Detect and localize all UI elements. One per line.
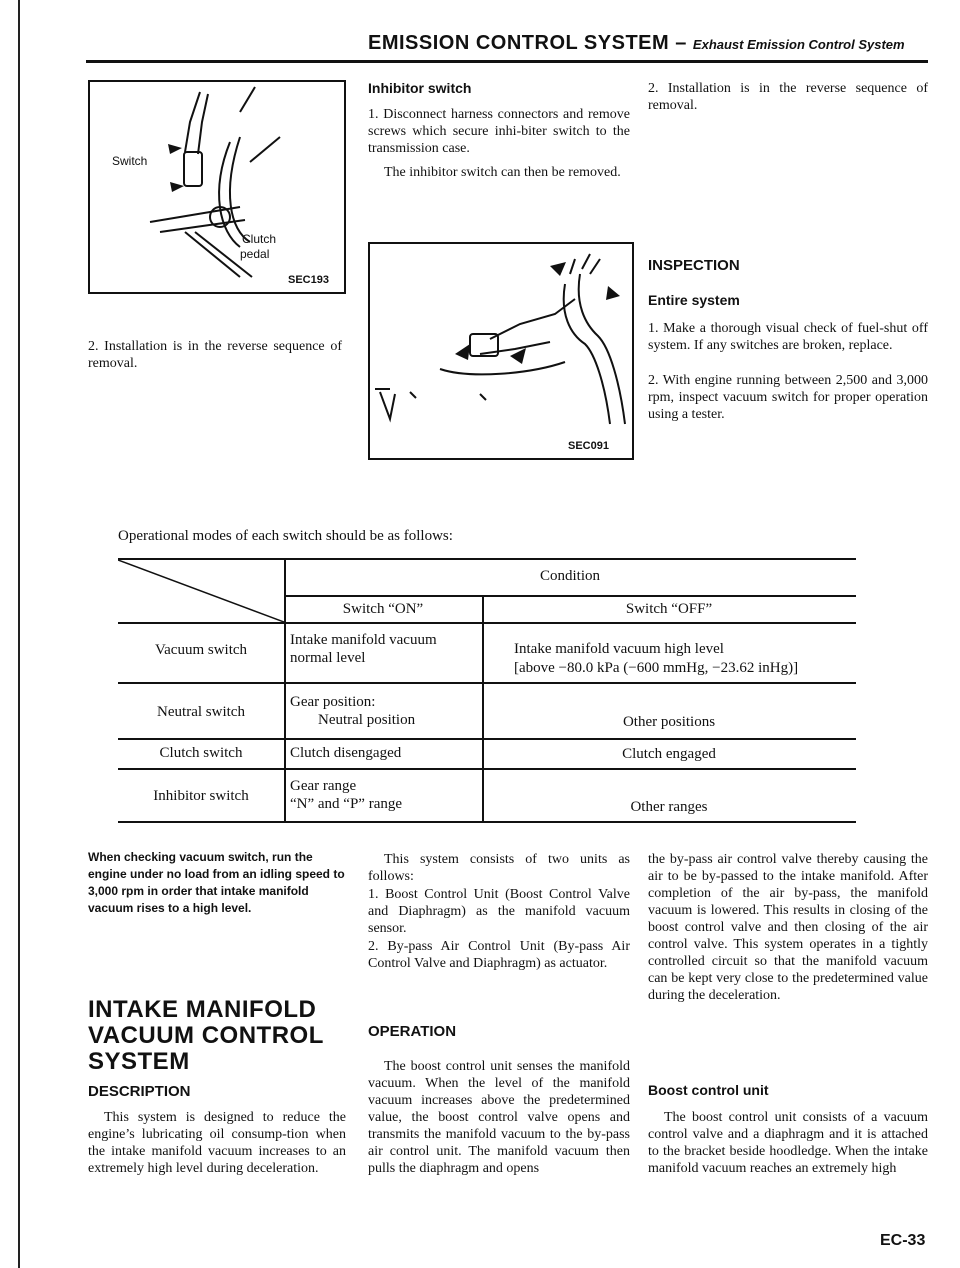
table-on-header: Switch “ON” [342,601,424,617]
row-inhibitor-switch-on-1: Gear range [290,778,357,794]
inspection-step-1: 1. Make a thorough visual check of fuel-shut off system. If any switches are broken, replace. [648,321,928,353]
table-rule-row1 [118,682,856,684]
description-heading: DESCRIPTION [88,1083,191,1100]
table-intro: Operational modes of each switch should be as follows: [118,528,453,544]
inhibitor-switch-illustration [370,244,632,458]
row-inhibitor-switch-on-2: “N” and “P” range [290,796,403,812]
description-text: This system is designed to reduce the engine’s lubricating oil consump-tion when the intake manifold vacuum increases to an extremely high level during deceleration. [88,1110,346,1176]
label-switch: Switch [112,154,148,168]
page-number: EC-33 [880,1232,926,1249]
section-title-line-1: INTAKE MANIFOLD [88,996,317,1023]
figure-clutch-switch [88,80,346,294]
table-vline-1 [284,560,286,822]
figure-inhibitor-switch [368,242,634,460]
inhibitor-heading: Inhibitor switch [368,80,472,96]
row-neutral-switch-name: Neutral switch [157,704,245,720]
system-unit-2: 2. By-pass Air Control Unit (By-pass Air Control Valve and Diaphragm) as actuator. [368,939,630,971]
row-neutral-switch-on-1: Gear position: [290,694,376,710]
table-vline-2 [482,596,484,822]
left-installation-text: 2. Installation is in the reverse sequence of removal. [88,339,342,371]
row-neutral-switch-on-2: Neutral position [318,712,416,728]
inspection-step-2: 2. With engine running between 2,500 and 3,000 rpm, inspect vacuum switch for proper operation using a tester. [648,373,928,422]
row-clutch-switch-on: Clutch disengaged [290,745,402,761]
figure-code-sec193: SEC193 [288,274,329,286]
vacuum-switch-note: When checking vacuum switch, run the engine under no load from an idling speed to 3,000 rpm in order that intake manifold vacuum rises to a high level. [88,850,345,915]
table-off-header: Switch “OFF” [625,601,713,617]
table-rule-row3 [118,768,856,770]
label-clutch: Clutch [242,232,277,246]
boost-control-unit-text: The boost control unit consists of a vacuum control valve and a diaphragm and it is attached to the bracket beside hoodledge. When the intake manifold vacuum reaches an extremely high [648,1110,928,1176]
bypass-continuation-text: the by-pass air control valve thereby causing the air to be by-passed to the intake manifold. After completion of the air by-pass, the manifold vacuum is lowered. This results in closing of the boost control valve and then closing of the air control valve. This system operates in a tightly controlled circuit so that the manifold vacuum can be kept very close to the predetermined value during the deceleration. [648,852,928,1003]
right-installation-text: 2. Installation is in the reverse sequence of removal. [648,81,928,113]
header-subtitle: Exhaust Emission Control System [692,37,905,52]
label-pedal: pedal [240,247,270,261]
section-title-line-2: VACUUM CONTROL [88,1022,324,1049]
table-corner-diagonal [118,560,284,622]
row-neutral-switch-off: Other positions [622,714,716,730]
section-title [88,997,358,1075]
row-vacuum-switch-on-2: normal level [290,650,366,666]
operation-heading: OPERATION [368,1023,457,1040]
row-clutch-switch-off: Clutch engaged [622,746,716,762]
row-vacuum-switch-name: Vacuum switch [154,642,248,658]
table-bottom-rule [118,821,856,823]
row-clutch-switch-name: Clutch switch [159,745,243,761]
binding-edge-line [18,0,20,1268]
running-header [368,32,928,55]
table-rule-row2 [118,738,856,740]
inspection-heading: INSPECTION [648,257,740,274]
table-rule-condition [284,595,856,597]
header-title: EMISSION CONTROL SYSTEM [368,32,670,54]
row-vacuum-switch-off-2: [above −80.0 kPa (−600 mmHg, −23.62 inHg)] [514,660,799,676]
system-units-intro: This system consists of two units as follows: [368,852,630,884]
header-dash: – [669,32,693,54]
table-rule-header [118,622,856,624]
inhibitor-step-1: 1. Disconnect harness connectors and remove screws which secure inhi-biter switch to the transmission case. [368,107,630,156]
system-unit-1: 1. Boost Control Unit (Boost Control Valve and Diaphragm) as the manifold vacuum sensor. [368,887,630,936]
header-rule [86,60,928,63]
figure-code-sec091: SEC091 [568,440,609,452]
row-vacuum-switch-off-1: Intake manifold vacuum high level [514,641,724,657]
operation-text: The boost control unit senses the manifold vacuum. When the level of the manifold vacuum increases above the predetermined value, the boost control valve opens and transmits the manifold vacuum to the by-pass air control unit. The manifold vacuum then pulls the diaphragm and opens [368,1059,630,1176]
row-vacuum-switch-on-1: Intake manifold vacuum [290,632,437,648]
inhibitor-step-note: The inhibitor switch can then be removed. [384,165,621,180]
row-inhibitor-switch-off: Other ranges [630,799,708,815]
row-inhibitor-switch-name: Inhibitor switch [153,788,249,804]
clutch-switch-illustration [90,82,344,292]
boost-control-unit-heading: Boost control unit [648,1082,769,1098]
table-condition-header: Condition [539,568,600,584]
entire-system-heading: Entire system [648,292,740,308]
section-title-line-3: SYSTEM [88,1048,190,1075]
